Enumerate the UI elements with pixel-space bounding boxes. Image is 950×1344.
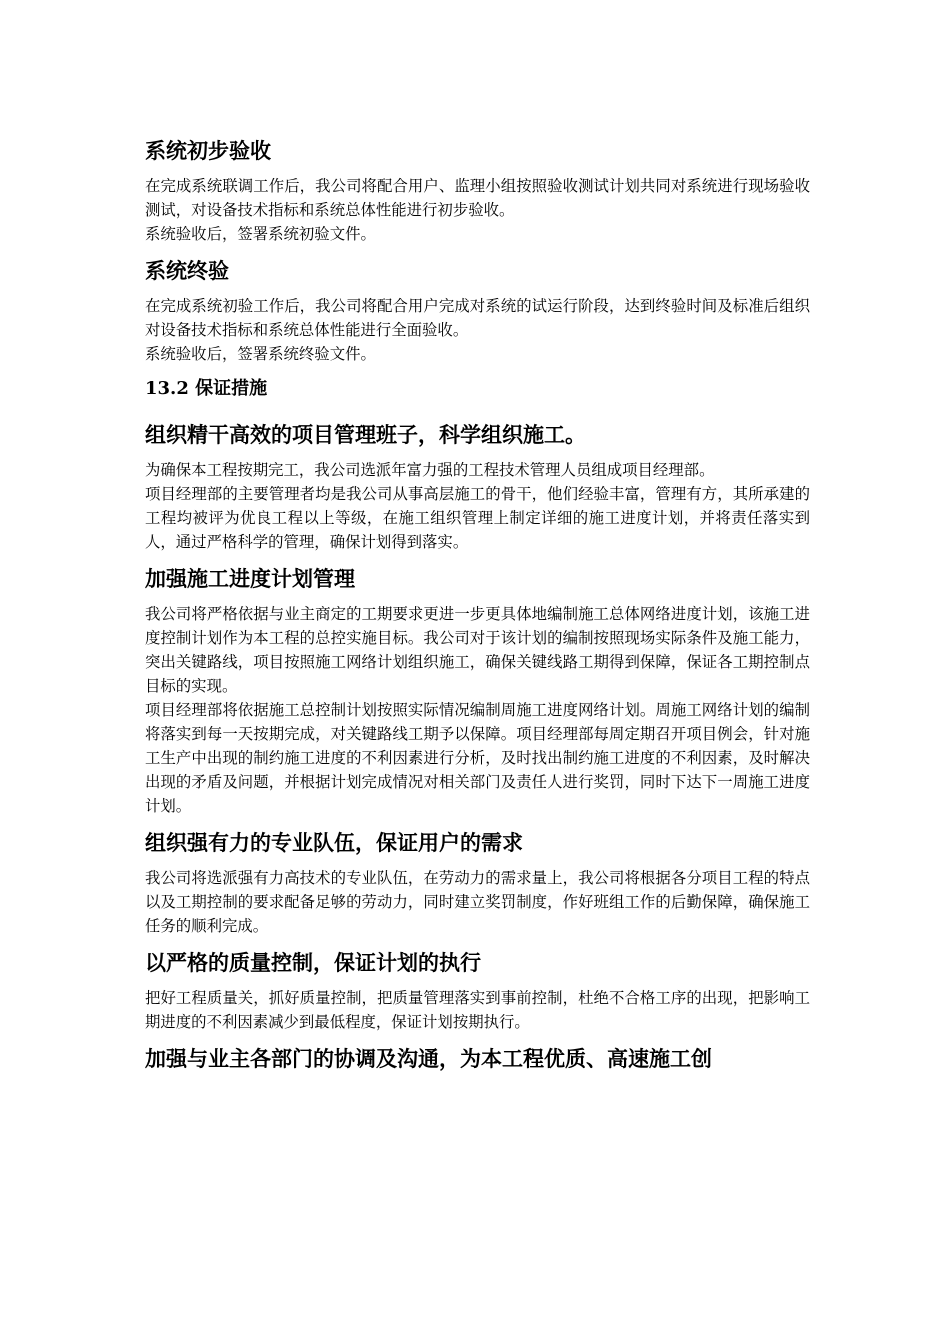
chapter-heading: 13.2 保证措施 [145, 378, 268, 399]
section-heading: 系统初步验收 [145, 139, 271, 163]
section-paragraph: 系统验收后，签署系统初验文件。 [145, 225, 376, 243]
section-heading: 系统终验 [145, 259, 229, 283]
measure-paragraph: 我公司将选派强有力高技术的专业队伍，在劳动力的需求量上，我公司将根据各分项目工程的特点以及工期控制的要求配备足够的劳动力，同时建立奖罚制度，作好班组工作的后勤保障，确保施工任务的顺利完成。 [145, 869, 810, 935]
measure-heading: 组织强有力的专业队伍，保证用户的需求 [145, 831, 523, 855]
measure-paragraph: 为确保本工程按期完工，我公司选派年富力强的工程技术管理人员组成项目经理部。 [145, 461, 715, 479]
measure-heading: 加强与业主各部门的协调及沟通，为本工程优质、高速施工创 [145, 1047, 712, 1071]
measure-paragraph: 项目经理部将依据施工总控制计划按照实际情况编制周施工进度网络计划。周施工网络计划的编制将落实到每一天按期完成，对关键路线工期予以保障。项目经理部每周定期召开项目例会，针对施工生产中出现的制约施工进度的不利因素进行分析，及时找出制约施工进度的不利因素，及时解决出现的矛盾及问题，并根据计划完成情况对相关部门及责任人进行奖罚，同时下达下一周施工进度计划。 [145, 701, 810, 815]
section-final-acceptance [145, 256, 810, 366]
section-paragraph: 系统验收后，签署系统终验文件。 [145, 345, 376, 363]
measure-project-team [145, 420, 810, 554]
measure-heading: 加强施工进度计划管理 [145, 567, 355, 591]
measure-schedule-management [145, 564, 810, 818]
measure-paragraph: 把好工程质量关，抓好质量控制，把质量管理落实到事前控制，杜绝不合格工序的出现，把影响工期进度的不利因素减少到最低程度，保证计划按期执行。 [145, 989, 810, 1031]
measure-heading: 组织精干高效的项目管理班子，科学组织施工。 [145, 423, 586, 447]
section-paragraph: 在完成系统初验工作后，我公司将配合用户完成对系统的试运行阶段，达到终验时间及标准后组织对设备技术指标和系统总体性能进行全面验收。 [145, 297, 810, 339]
measure-paragraph: 我公司将严格依据与业主商定的工期要求更进一步更具体地编制施工总体网络进度计划，该施工进度控制计划作为本工程的总控实施目标。我公司对于该计划的编制按照现场实际条件及施工能力，突出关键路线，项目按照施工网络计划组织施工，确保关键线路工期得到保障，保证各工期控制点目标的实现。 [145, 605, 810, 695]
measure-owner-coordination [145, 1044, 810, 1074]
measure-professional-team [145, 828, 810, 938]
measure-paragraph: 项目经理部的主要管理者均是我公司从事高层施工的骨干，他们经验丰富，管理有方，其所承建的工程均被评为优良工程以上等级，在施工组织管理上制定详细的施工进度计划，并将责任落实到人，通过严格科学的管理，确保计划得到落实。 [145, 485, 810, 551]
section-initial-acceptance [145, 136, 810, 246]
measure-quality-control [145, 948, 810, 1034]
measure-heading: 以严格的质量控制，保证计划的执行 [145, 951, 481, 975]
document-page [145, 136, 810, 1084]
section-paragraph: 在完成系统联调工作后，我公司将配合用户、监理小组按照验收测试计划共同对系统进行现场验收测试，对设备技术指标和系统总体性能进行初步验收。 [145, 177, 810, 219]
